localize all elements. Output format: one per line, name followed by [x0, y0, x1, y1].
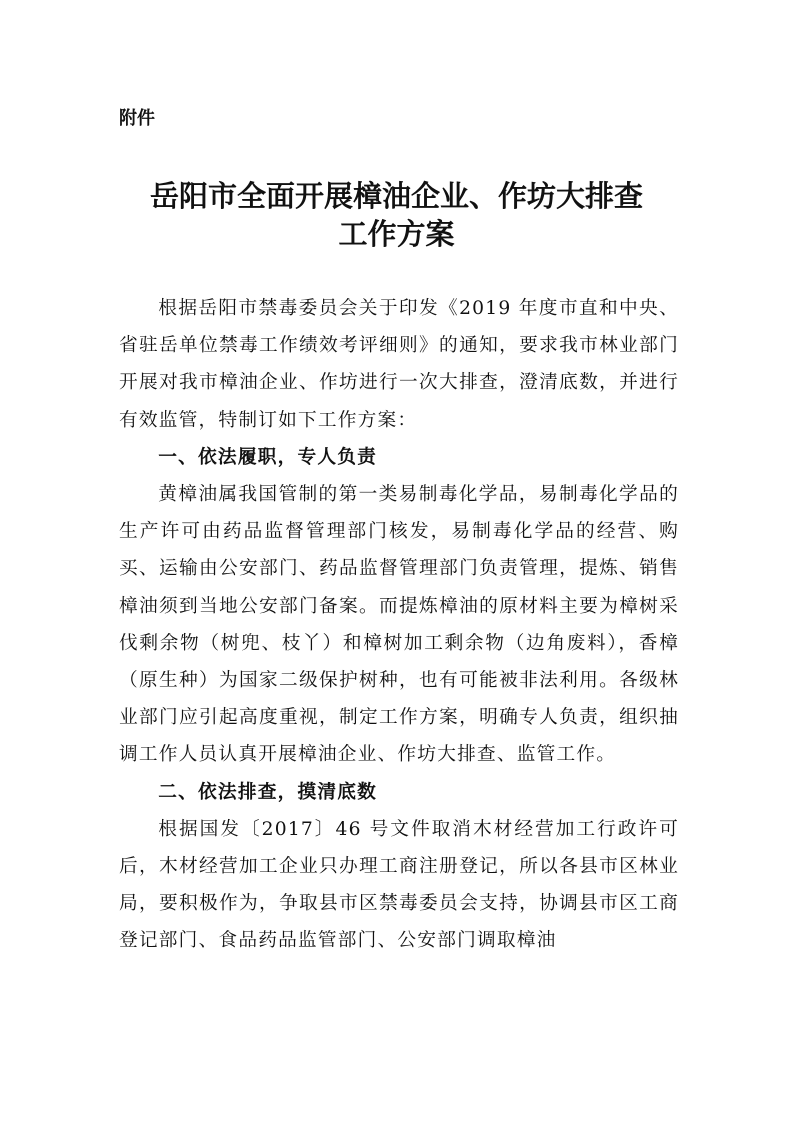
attachment-label: 附件 — [119, 108, 155, 129]
section-2-paragraph: 根据国发〔2017〕46 号文件取消木材经营加工行政许可后，木材经营加工企业只办理工商注册登记，所以各县市区林业局，要积极作为，争取县市区禁毒委员会支持，协调县市区工商登记部门、食品药品监管部门、公安部门调取樟油 — [119, 818, 679, 952]
section-1-paragraph: 黄樟油属我国管制的第一类易制毒化学品，易制毒化学品的生产许可由药品监督管理部门核发，易制毒化学品的经营、购买、运输由公安部门、药品监督管理部门负责管理，提炼、销售樟油须到当地公安部门备案。而提炼樟油的原材料主要为樟树采伐剩余物（树兜、枝丫）和樟树加工剩余物（边角废料），香樟（原生种）为国家二级保护树种，也有可能被非法利用。各级林业部门应引起高度重视，制定工作方案，明确专人负责，组织抽调工作人员认真开展樟油企业、作坊大排查、监管工作。 — [119, 484, 679, 766]
intro-paragraph: 根据岳阳市禁毒委员会关于印发《2019 年度市直和中央、省驻岳单位禁毒工作绩效考评细则》的通知，要求我市林业部门开展对我市樟油企业、作坊进行一次大排查，澄清底数，并进行有效监管，特制订如下工作方案： — [119, 298, 679, 431]
document-title-line-2: 工作方案 — [338, 217, 455, 251]
section-heading-2: 二、依法排查，摸清底数 — [158, 781, 378, 803]
document-body — [119, 290, 679, 960]
section-heading-1: 一、依法履职，专人负责 — [158, 446, 378, 468]
document-title-line-1: 岳阳市全面开展樟油企业、作坊大排查 — [149, 179, 643, 213]
